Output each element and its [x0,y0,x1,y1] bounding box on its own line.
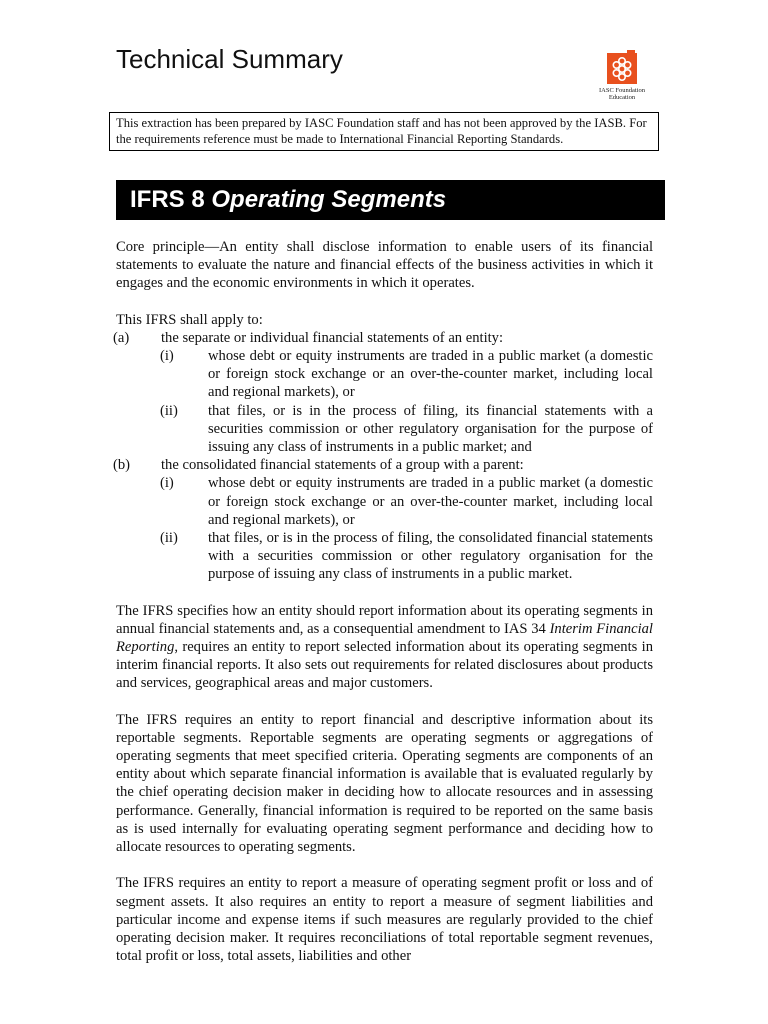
list-text: whose debt or equity instruments are traded in a public market (a domestic or foreign stock exchange or an over-the-counter market, including local and regional markets), or [208,475,653,528]
list-text: that files, or is in the process of filing, the consolidated financial statements with a securities commission or other regulatory organisation for the purpose of issuing any class of instruments in a public market. [208,530,653,583]
list-label: (i) [160,348,174,365]
page-title: Technical Summary [116,44,343,74]
list-item-b-ii [116,529,653,584]
ias34-title: Interim Financial Reporting [116,620,653,656]
core-principle-paragraph: Core principle—An entity shall disclose information to enable users of its financial statements to evaluate the nature and financial effects of the business activities in which it engages and the economic environments in which it operates. [116,239,653,292]
standard-number: IFRS 8 [130,186,205,213]
iasc-logo [596,50,648,101]
list-text: whose debt or equity instruments are traded in a public market (a domestic or foreign stock exchange or an over-the-counter market, including local and regional markets), or [208,348,653,401]
list-item-a [113,329,653,347]
list-label: (b) [113,457,131,474]
list-text: the separate or individual financial statements of an entity: [161,329,504,346]
list-item-a-ii [116,402,653,457]
scope-text-a: The IFRS specifies how an entity should report information about its operating segments in annual financial statements and, as a consequential amendment to IAS 34 [116,602,653,637]
list-item-b-i [116,474,653,529]
standard-name: Operating Segments [211,186,447,213]
scope-text-b: , requires an entity to report selected information about its operating segments in interim financial reports. It also sets out requirements for related disclosures about products and services, geographical areas and major customers. [116,639,653,692]
list-item-a-i [116,347,653,402]
list-text: the consolidated financial statements of a group with a parent: [161,457,524,474]
summary-body [113,238,653,965]
list-label: (ii) [160,530,178,547]
list-item-b [113,456,653,474]
list-label: (i) [160,475,174,492]
logo-text: IASC Foundation Education [598,87,646,101]
scope-paragraph [116,602,653,693]
list-text: that files, or is in the process of filing, its financial statements with a securities commission or other regulatory organisation for the purpose of issuing any class of instruments in a public market; and [208,402,653,456]
measures-paragraph: The IFRS requires an entity to report a measure of operating segment profit or loss and of segment assets. It also requires an entity to report a measure of segment liabilities and particular income and expense items if such measures are regularly provided to the chief operating decision maker. It requires reconciliations of total reportable segment revenues, total profit or loss, total assets, liabilities and other [116,875,653,965]
list-label: (ii) [160,402,178,419]
iasc-logo-icon [607,50,637,84]
reportable-segments-paragraph: The IFRS requires an entity to report financial and descriptive information about its reportable segments. Reportable segments are operating segments or aggregations of operating segments that meet specified criteria. Operating segments are components of an entity about which separate financial information is available that is evaluated regularly by the chief operating decision maker in deciding how to allocate resources and in assessing performance. Generally, financial information is required to be reported on the same basis as is used internally for evaluating operating segment performance and deciding how to allocate resources to operating segments. [116,711,653,856]
standard-title-banner [116,180,665,220]
apply-intro: This IFRS shall apply to: [116,311,263,328]
list-label: (a) [113,329,130,346]
disclaimer-box: This extraction has been prepared by IASC Foundation staff and has not been approved by the IASB. For the requirements reference must be made to International Financial Reporting Standards. [109,112,659,151]
